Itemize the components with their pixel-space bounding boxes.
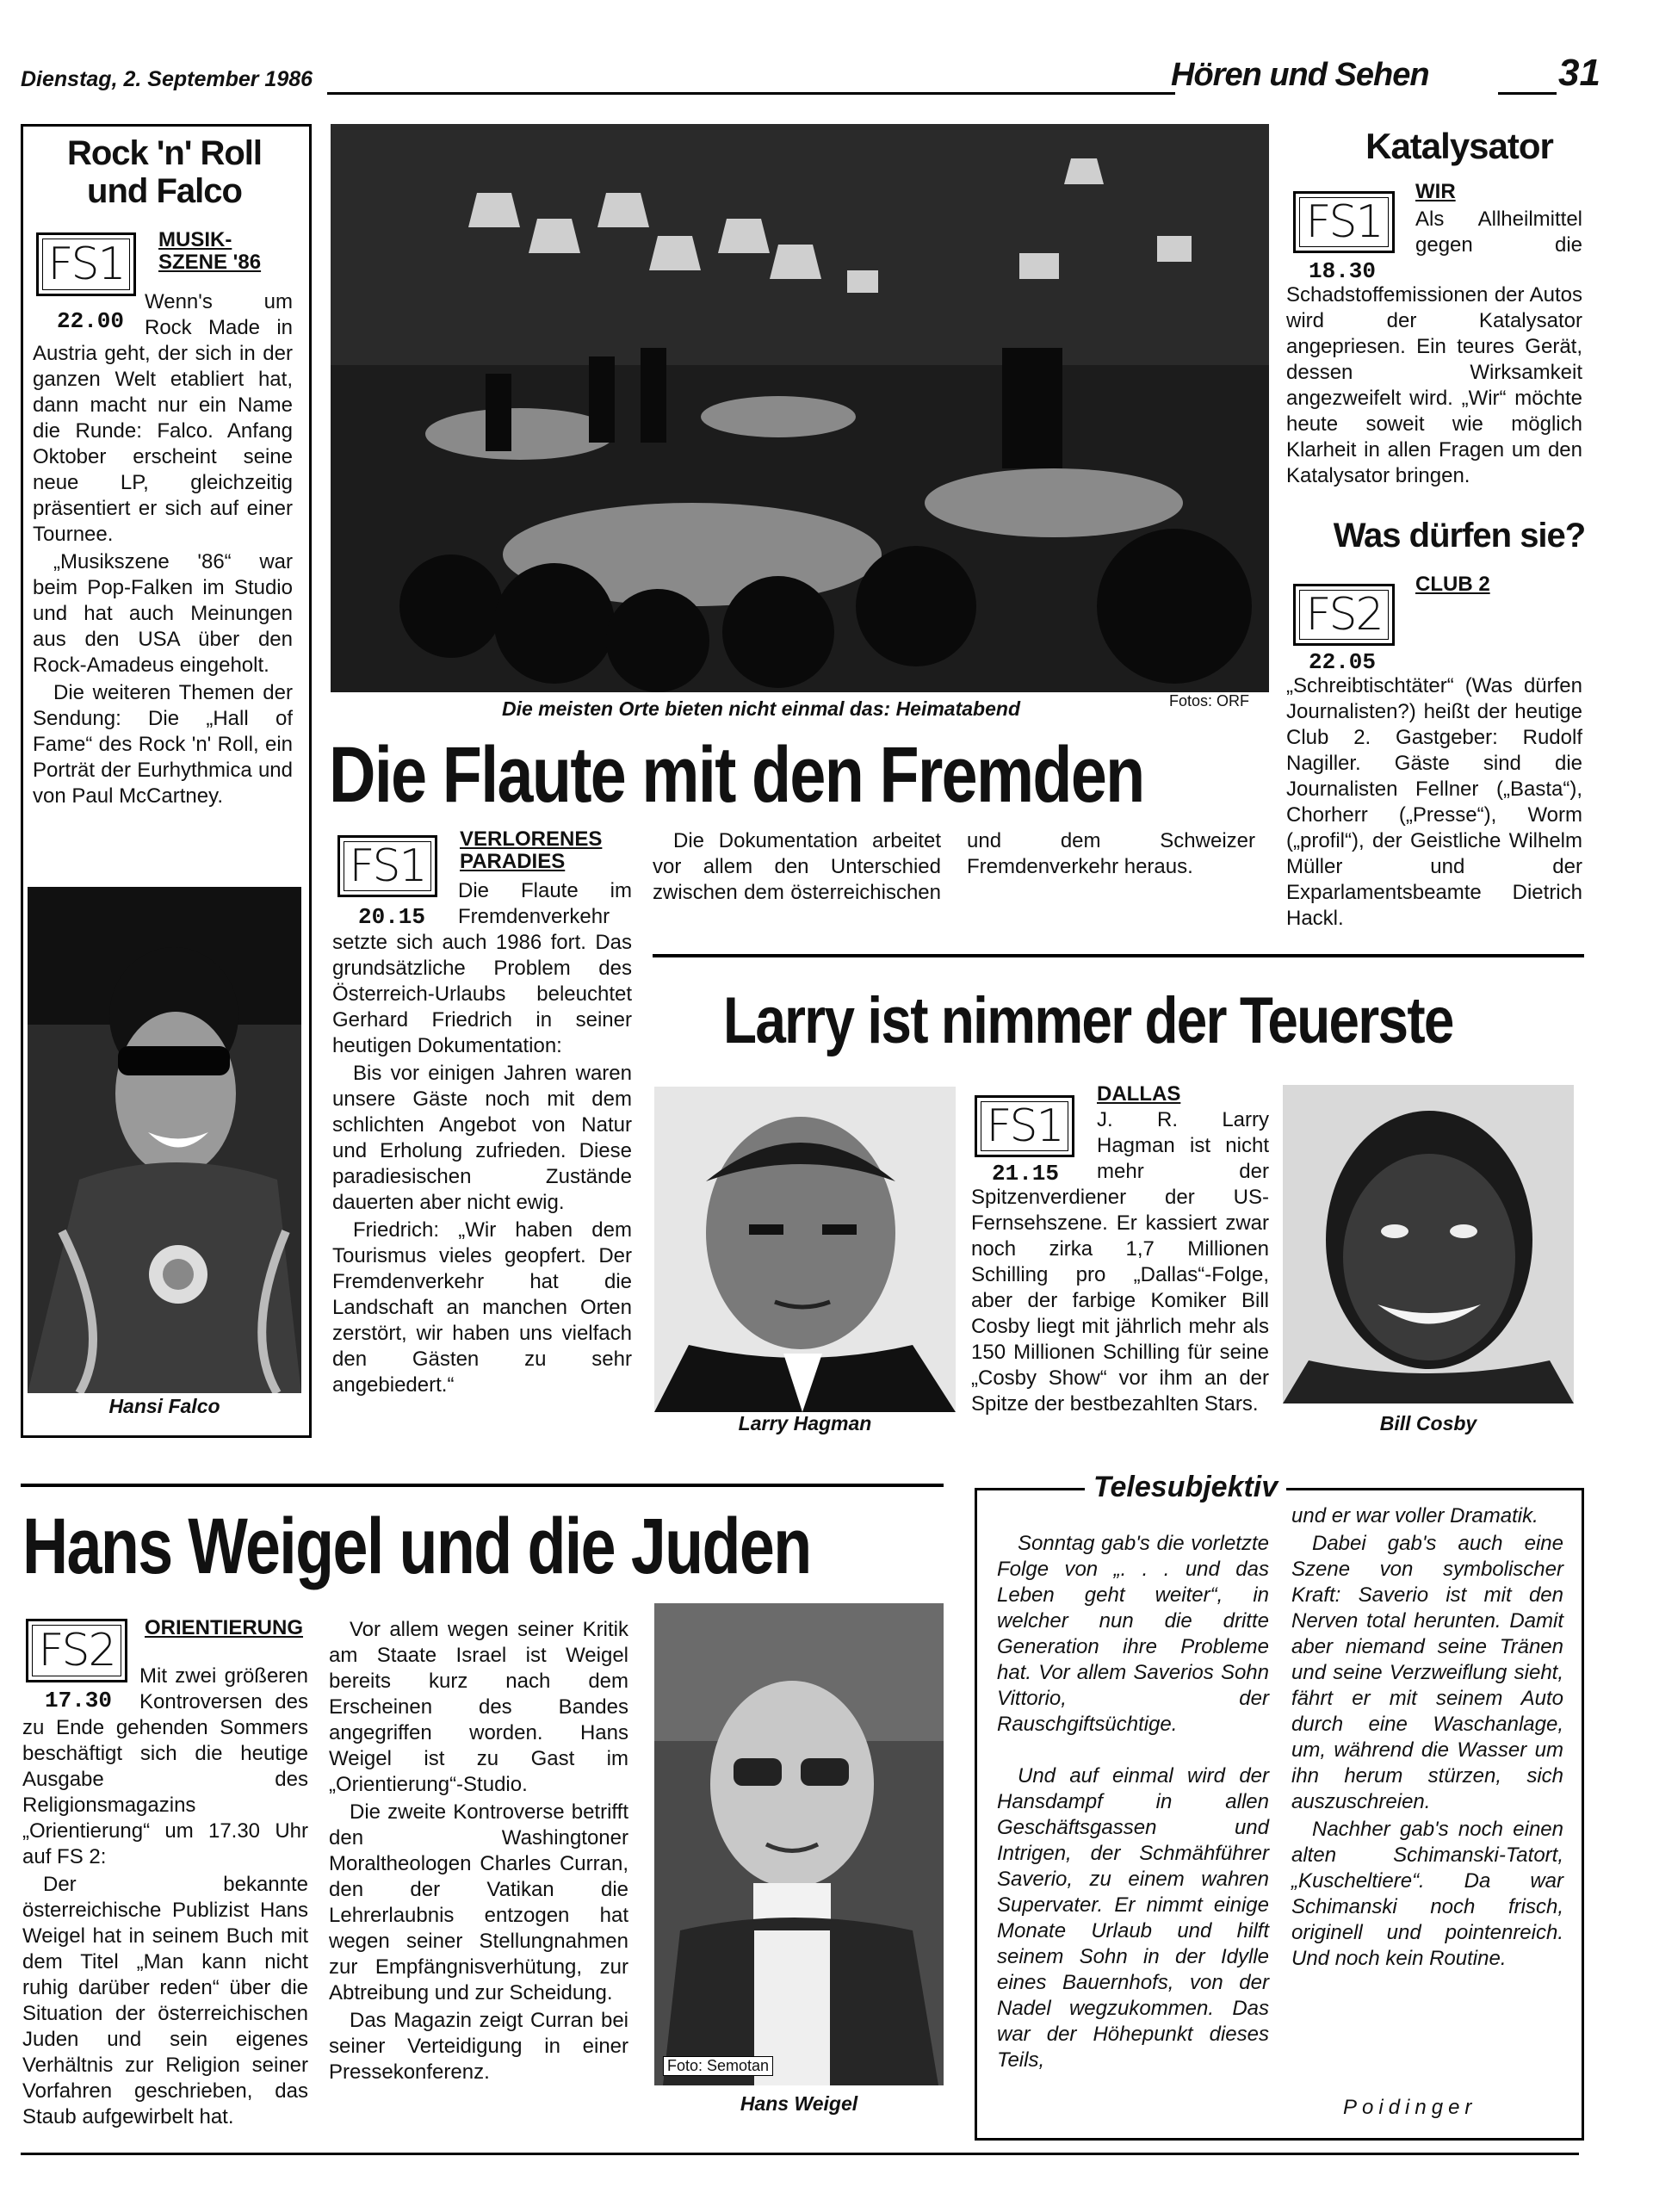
falco-photo-caption: Hansi Falco: [108, 1395, 220, 1417]
photo-credit-orf: Fotos: ORF: [1169, 692, 1250, 709]
heimatabend-caption: Die meisten Orte bieten nicht einmal das: Heimatabend: [502, 697, 1020, 720]
weigel-headline: Hans Weigel und die Juden: [22, 1503, 811, 1590]
telesubjektiv-paragraph: Und auf einmal wird der Hansdampf in allen Geschäftsgassen und Intrigen, der Schmähführer Saverio, zu einem wahren Supervater. Er nimmt einige Monate Urlaub und hilft seinem Sohn in der Idylle eines Bauernhofs, von der Nadel wegzukommen. Das war der Höhepunkt dieses Teils,: [997, 1764, 1269, 2072]
section-title: Hören und Sehen: [1171, 57, 1429, 93]
telesubjektiv-paragraph: Dabei gab's auch eine Szene von symbolischer Kraft: Saverio ist mit den Nerven total herunten. Damit aber niemand seine Tränen und seine Verzweiflung sieht, fährt er mit seinem Auto durch eine Waschanlage, um, während die Wasser um ihn herum stürzen, sich auszuschreien.: [1291, 1532, 1563, 1813]
larry-top-rule: [653, 954, 1584, 957]
channel-logo-text: FS1: [349, 840, 426, 892]
larry-hagman-photo: [654, 1087, 956, 1412]
journalisten-body: [1286, 599, 1582, 933]
falco-show-title: MUSIK-SZENE '86: [158, 228, 262, 274]
journalisten-broadcast-time: 22.05: [1309, 649, 1377, 675]
channel-logo-text: FS1: [47, 239, 125, 290]
journalisten-show-title: CLUB 2: [1415, 573, 1490, 596]
hans-weigel-photo-image: [654, 1603, 944, 2085]
telesubjektiv-col1: [997, 1531, 1269, 2075]
falco-headline-line1: Rock 'n' Roll: [66, 134, 263, 172]
katalysator-show-title: WIR: [1415, 180, 1456, 203]
telesubjektiv-col2: [1291, 1503, 1563, 1973]
telesubjektiv-signature: Poidinger: [1343, 2096, 1477, 2119]
larry-paragraph: J. R. Larry Hagman ist nicht mehr der Spitzenverdiener der US-Fernsehszene. Er kassiert zwar noch zirka 1,7 Millionen Schilling pro „Dallas“-Folge, aber der farbige Komiker Bill Cosby liegt mit jährlich mehr als 150 Millionen Schilling für seine „Cosby Show“ vor ihm an der Spitze der bestbezahlten Stars.: [971, 1108, 1269, 1416]
weigel-paragraph: Der bekannte österreichische Publizist Hans Weigel hat in seinem Buch mit dem Titel „Man kann nicht ruhig darüber reden“ über die Situation der österreichischen Juden und sein eigenes Verhältnis zur Religion seiner Vorfahren geschrieben, das Staub aufgewirbelt hat.: [22, 1873, 308, 2128]
katalysator-paragraph: Als Allheilmittel gegen die Schadstoffemissionen der Autos wird der Katalysator angepriesen. Ein teures Gerät, dessen Wirksamkeit angezweifelt wird. „Wir“ möchte heute soweit wie möglich Klarheit in allen Fragen um den Katalysator bringen.: [1286, 208, 1582, 487]
falco-photo-image: [28, 887, 301, 1393]
telesubjektiv-title-bar: [1085, 1471, 1286, 1504]
fremden-body-col2: [653, 828, 1255, 906]
text-wrap-spacer: [33, 289, 145, 338]
cosby-photo-caption: Bill Cosby: [1379, 1412, 1477, 1434]
falco-paragraph: Wenn's um Rock Made in Austria geht, der sich in der ganzen Welt etabliert hat, dann macht nur ein Name die Runde: Falco. Anfang Oktober erscheint seine neue LP, gleichzeitig präsentiert er sich auf einer Tournee.: [33, 290, 293, 546]
bill-cosby-photo: [1283, 1085, 1574, 1403]
header-rule-short: [1498, 92, 1557, 95]
issue-date: Dienstag, 2. September 1986: [21, 67, 313, 91]
hans-weigel-photo: [654, 1603, 944, 2085]
weigel-body-col2: [329, 1617, 628, 2087]
weigel-paragraph: Das Magazin zeigt Curran bei seiner Verteidigung in einer Pressekonferenz.: [329, 2009, 628, 2084]
channel-logo-text: FS2: [38, 1625, 115, 1676]
weigel-broadcast-time: 17.30: [45, 1688, 113, 1713]
larry-body: [971, 1107, 1269, 1419]
telesubjektiv-paragraph: und er war voller Dramatik.: [1291, 1504, 1538, 1527]
fremden-show-title: VERLORENES PARADIES: [460, 827, 603, 873]
telesubjektiv-paragraph: Nachher gab's noch einen alten Schimanski-Tatort, „Kuscheltiere“. Da war Schimanski noch frisch, originell und pointenreich. Und noch kein Routine.: [1291, 1818, 1563, 1970]
channel-logo-text: FS1: [986, 1100, 1063, 1152]
weigel-body-col1: [22, 1664, 308, 2132]
fremden-paragraph: Die Flaute im Fremdenverkehr setzte sich auch 1986 fort. Das grundsätzliche Problem des Österreich-Urlaubs beleuchtet Gerhard Friedrich in seiner heutigen Dokumentation:: [332, 879, 632, 1057]
larry-broadcast-time: 21.15: [992, 1161, 1060, 1187]
fremden-headline: Die Flaute mit den Fremden: [329, 731, 1144, 819]
text-wrap-spacer: [332, 878, 458, 925]
larry-photo-caption: Larry Hagman: [738, 1412, 872, 1434]
larry-hagman-photo-image: [654, 1087, 956, 1412]
larry-headline: Larry ist nimmer der Teuerste: [723, 984, 1453, 1057]
katalysator-headline: Katalysator: [1365, 126, 1553, 166]
weigel-paragraph: Mit zwei größeren Kontroversen des zu Ende gehenden Sommers beschäftigt sich die heutige Ausgabe des Religionsmagazins „Orientierung“ um 17.30 Uhr auf FS 2:: [22, 1664, 308, 1868]
text-wrap-spacer: [1286, 599, 1415, 673]
falco-body-text: [33, 289, 293, 811]
fremden-paragraph: Die Dokumentation arbeitet vor allem den Unterschied zwischen dem österreichischen und dem Schweizer Fremdenverkehr heraus.: [653, 829, 1255, 904]
fremden-paragraph: Friedrich: „Wir haben dem Tourismus vieles geopfert. Der Fremdenverkehr hat die Landschaft an manchen Orten zerstört, wir haben uns vielfach den Gästen zu sehr angebiedert.“: [332, 1218, 632, 1397]
photo-credit-semotan: Foto: Semotan: [663, 2056, 773, 2076]
larry-show-title: DALLAS: [1097, 1082, 1181, 1106]
falco-paragraph: „Musikszene '86“ war beim Pop-Falken im Studio und hat auch Meinungen aus den USA über den Rock-Amadeus eingeholt.: [33, 550, 293, 677]
fremden-body-col1: [332, 878, 632, 1400]
heimatabend-photo-image: [331, 124, 1269, 692]
telesubjektiv-title: Telesubjektiv: [1093, 1471, 1278, 1503]
channel-logo-text: FS2: [1305, 589, 1383, 641]
fremden-paragraph: Bis vor einigen Jahren waren unsere Gäste noch mit dem schlichten Angebot von Natur und Erholung zufrieden. Diese paradiesischen Zustände dauerten aber nicht ewig.: [332, 1062, 632, 1214]
falco-headline: [26, 134, 303, 210]
weigel-show-title: ORIENTIERUNG: [145, 1616, 304, 1639]
bill-cosby-photo-image: [1283, 1085, 1574, 1403]
page-number: 31: [1558, 52, 1600, 94]
weigel-photo-caption: Hans Weigel: [740, 2092, 858, 2115]
text-wrap-spacer: [1286, 207, 1415, 282]
fs1-channel-logo: [36, 232, 136, 296]
weigel-top-rule: [21, 1484, 944, 1487]
katalysator-body: [1286, 207, 1582, 491]
telesubjektiv-paragraph: Sonntag gab's die vorletzte Folge von „. . . und das Leben geht weiter“, in welcher nun die dritte Generation ihre Probleme hat. Vor allem Saverios Sohn Vittorio, der Rauschgiftsüchtige.: [997, 1532, 1269, 1736]
text-wrap-spacer: [971, 1107, 1097, 1181]
page-bottom-rule: [21, 2153, 1579, 2155]
falco-photo: [28, 887, 301, 1393]
weigel-paragraph: Vor allem wegen seiner Kritik am Staate Israel ist Weigel bereits kurz nach dem Erscheinen des Bandes angegriffen worden. Hans Weigel ist zu Gast im „Orientierung“-Studio.: [329, 1618, 628, 1796]
fremden-broadcast-time: 20.15: [358, 904, 426, 930]
falco-broadcast-time: 22.00: [57, 308, 125, 334]
falco-headline-line2: und Falco: [87, 172, 242, 210]
journalisten-paragraph: „Schreibtischtäter“ (Was dürfen Journalisten?) heißt der heutige Club 2. Gastgeber: Rudolf Nagiller. Gäste sind die Journalisten Fellner („Basta“), Chorherr („Presse“), Worm („profil“), der Geistliche Wilhelm Müller und der Exparlamentsbeamte Dietrich Hackl.: [1286, 674, 1582, 930]
text-wrap-spacer: [22, 1664, 139, 1712]
weigel-paragraph: Die zweite Kontroverse betrifft den Washingtoner Moraltheologen Charles Curran, den der Vatikan die Lehrerlaubnis entzogen hat wegen seiner Stellungnahmen zur Empfängnisverhütung, zur Abtreibung und zur Scheidung.: [329, 1800, 628, 2004]
katalysator-broadcast-time: 18.30: [1309, 258, 1377, 284]
channel-logo-text: FS1: [1305, 196, 1383, 248]
falco-paragraph: Die weiteren Themen der Sendung: Die „Hall of Fame“ des Rock 'n' Roll, ein Porträt der Eurhythmica und von Paul McCartney.: [33, 681, 293, 808]
journalisten-headline: Was dürfen sie?: [1333, 517, 1586, 555]
header-rule: [327, 92, 1175, 95]
heimatabend-photo: [331, 124, 1269, 692]
